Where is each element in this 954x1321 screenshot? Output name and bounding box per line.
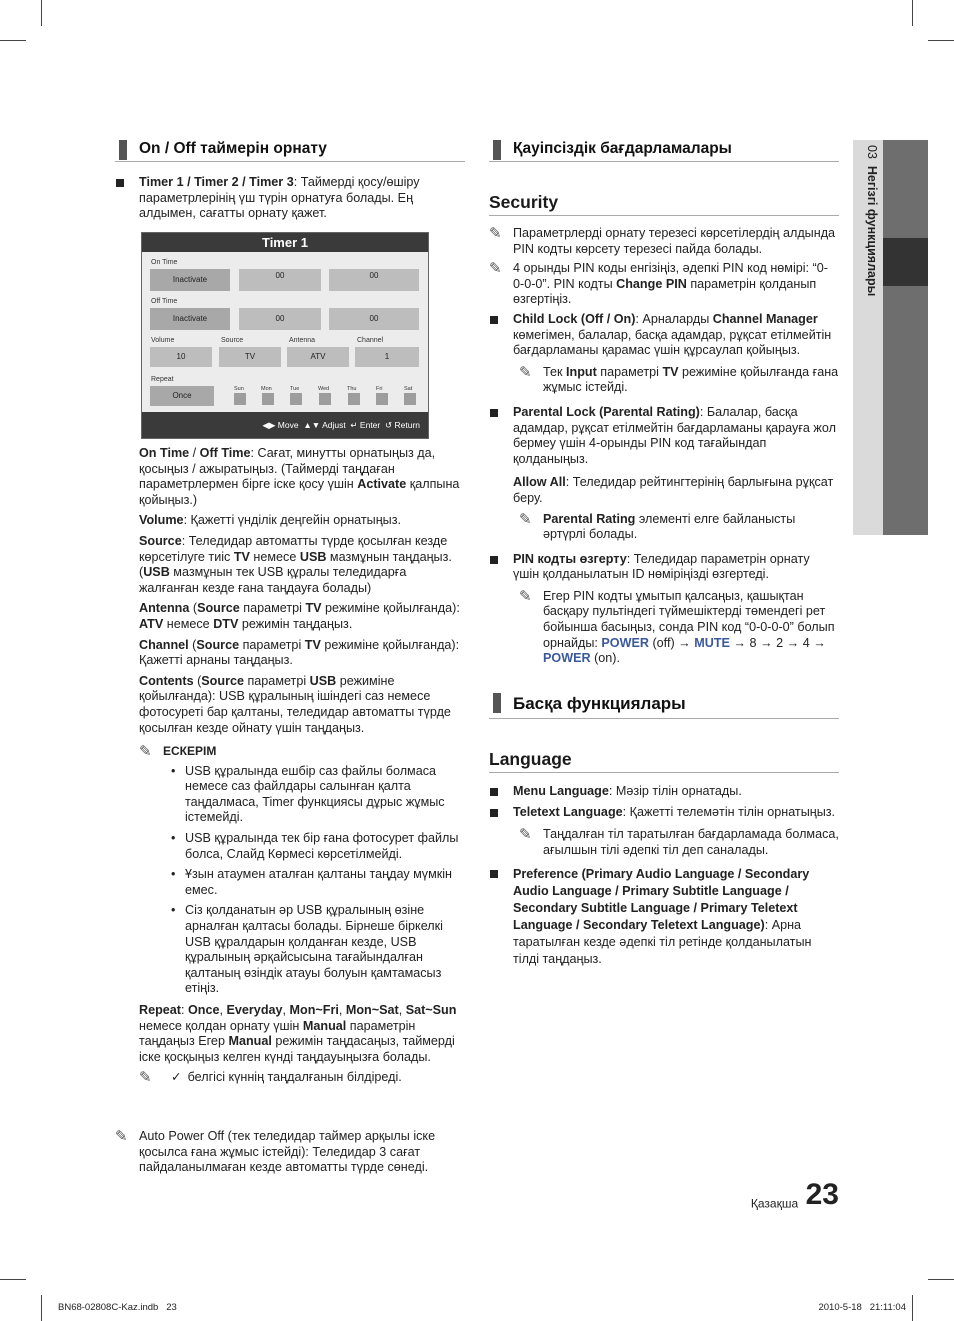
osd-footer: ◀▶ Move ▲▼ Adjust ↵ Enter ↺ Return [142,412,428,438]
repeat-desc: Repeat: Once, Everyday, Mon~Fri, Mon~Sat, Sat~Sun немесе қолдан орнату үшін Manual параметрін таңдаңыз Егер Manual режимін таңдасаңыз, таймерді іске қосқыңыз келген күнді таңдауыңызға болады. [139,1003,457,1064]
osd-on-hour[interactable]: 00 [239,269,321,291]
osd-day-checkbox[interactable] [348,393,360,405]
osd-day-mon: Mon [261,386,272,392]
chapter-label [857,145,879,535]
osd-source-value[interactable]: TV [219,347,281,367]
note-block [139,744,465,760]
timer-intro: Timer 1 / Timer 2 / Timer 3: Таймерді қосу/өшіру параметрлерінің үш түрін орнатуға болады. Ең алдымен, сағатты орнату қажет. [115,175,465,222]
return-icon: ↺ [384,420,393,430]
pin-default-note: ✎ 4 орынды PIN коды енгізіңіз, әдепкі PIN код нөмірі: “0-0-0-0”. PIN кодты Change PIN параметрін қолданып өзгертіңіз. [489,260,828,307]
channel-desc: Channel (Source параметрі TV режиміне қойылғанда): Қажетті арнаны таңдаңыз. [139,637,460,668]
osd-off-hour[interactable]: 00 [239,308,321,330]
enter-icon: ↵ [350,420,358,430]
crop-mark [928,40,954,41]
child-lock-note: ✎ Тек Input параметрі TV режиміне қойылғанда ғана жұмыс істейді. [519,363,839,395]
osd-off-time-label: Off Time [151,298,178,305]
osd-antenna-label: Antenna [289,337,316,344]
note-item: • USB құралында тек бір ғана фотосурет файлы болса, Слайд Көрмесі көрсетілмейді. [169,831,465,862]
check-note: ✎ ✓ белгісі күннің таңдалғанын білдіреді. [139,1069,402,1087]
menu-language-item: Menu Language: Мәзір тілін орнатады. [489,784,839,800]
chapter-number: 03 [865,145,879,159]
note-pencil-icon: ✎ [519,363,532,381]
osd-day-checkbox[interactable] [319,393,331,405]
note-pencil-icon: ✎ [519,587,532,605]
teletext-language-item: Teletext Language: Қажетті телемәтін тілін орнатыңыз. [489,805,839,821]
auto-power-note: ✎ Auto Power Off (тек теледидар таймер арқылы іске қосылса ғана жұмыс істейді): Теледидар 3 сағат пайдаланылмаған кезде автоматты түрде сөнеді. [115,1128,436,1175]
note-pencil-icon: ✎ [519,826,532,844]
right-column [489,138,839,974]
security-note: ✎ Параметрлерді орнату терезесі көрсетілердің алдында PIN кодты көрсету терезесі пайда болады. [489,225,836,256]
osd-day-sun: Sun [234,386,244,392]
osd-title: Timer 1 [142,233,428,252]
note-item: • USB құралында ешбір саз файлы болмаса немесе саз файлдары салынған қалта таңдалмаса, Timer функциясы дұрыс жұмыс істемейді. [169,764,465,826]
crop-mark [0,1279,26,1280]
osd-day-checkbox[interactable] [234,393,246,405]
osd-day-tue: Tue [290,386,300,392]
osd-day-fri: Fri [376,386,383,392]
osd-off-min[interactable]: 00 [329,308,419,330]
crop-mark [928,1279,954,1280]
crop-mark [0,40,26,41]
osd-volume-value[interactable]: 10 [150,347,212,367]
move-icon: ◀▶ [262,420,276,430]
osd-antenna-value[interactable]: ATV [287,347,349,367]
note-pencil-icon: ✎ [139,1069,152,1087]
change-pin-item: PIN кодты өзгерту: Теледидар параметрін орнату үшін қолданылатын ID нөміріңізді өзгертеді. [489,552,839,583]
forgot-pin-note: ✎ Егер PIN кодты ұмытып қалсаңыз, қашықтан басқару пультіндегі түймешіктерді төмендегі рет бойынша басыңыз, сонда PIN код “0-0-0-0” болып орнайды: POWER (off) → MUTE → 8 → 2 → 4 → POWER (on). [519,587,835,666]
note-item: • Ұзын атаумен аталған қалтаны таңдау мүмкін емес. [169,867,465,898]
note-title: ЕСКЕРІМ [163,744,217,759]
osd-on-time-state[interactable]: Inactivate [150,269,230,291]
source-desc: Source: Теледидар автоматты түрде қосылған кезде көрсетілуге тиіс TV немесе USB мазмұнын таңдаңыз. (USB мазмұнын тек USB құралы теледидарға жалғанған кезде ғана таңдауға болады) [139,533,452,595]
allow-all-desc: Allow All: Теледидар рейтингтерінің барлығына рұқсат беру. [513,475,834,505]
left-column [115,138,465,228]
osd-day-checkbox[interactable] [404,393,416,405]
left-column-body [139,446,465,1090]
parental-lock-item: Parental Lock (Parental Rating): Балалар, басқа адамдар, рұқсат етілмейтін бағдарламаны қарауға жол бермеу үшін 4-орынды PIN код тағайындап қолданыңыз. [489,405,839,467]
preference-item: Preference (Primary Audio Language / Secondary Audio Language / Primary Subtitle Language / Secondary Subtitle Language / Primary Teletext Language / Secondary Teletext Language): Арна таратылған кезде әдепкі тіл ретінде қолданылатын тілді таңдаңыз. [489,866,839,968]
osd-off-time-state[interactable]: Inactivate [150,308,230,330]
crop-mark [912,0,913,26]
chapter-title: Негізгі функциялары [865,165,879,297]
parental-rating-note: ✎ Parental Rating элементі елге байланысты әртүрлі болады. [519,510,796,542]
note-item: • Сіз қолданатын әр USB құралының өзіне арналған қалтасы болады. Бірнеше біркелкі USB құралдарын қолданған кезде, USB құралының әрқайсысына тағайындалған қалтаның өзіндік атауы болуын қамтамасыз етіңіз. [169,903,465,997]
timer-osd-screen [141,232,429,439]
chapter-bar [883,140,928,535]
language-heading: Language [489,747,839,773]
crop-mark [912,1295,913,1321]
crop-mark [41,0,42,26]
on-off-time-desc: On Time / Off Time: Сағат, минутты орнатыңыз да, қосыңыз / ажыратыңыз. (Таймерді таңдаған параметрлермен бірге іске қосу үшін Activate қалпына қойыңыз.) [139,446,460,507]
volume-desc: Volume: Қажетті үнділік деңгейін орнатыңыз. [139,513,402,528]
osd-repeat-value[interactable]: Once [150,386,214,406]
note-pencil-icon: ✎ [519,510,532,528]
osd-day-sat: Sat [404,386,413,392]
page-number: 23 [805,1178,839,1211]
note-pencil-icon: ✎ [489,225,502,242]
osd-day-wed: Wed [318,386,330,392]
osd-source-label: Source [221,337,244,344]
section-heading-security-programs: Қауіпсіздік бағдарламалары [489,138,839,162]
osd-day-thu: Thu [347,386,357,392]
osd-day-checkbox[interactable] [290,393,302,405]
osd-day-checkbox[interactable] [262,393,274,405]
osd-repeat-label: Repeat [151,376,174,383]
note-pencil-icon: ✎ [139,743,152,761]
adjust-icon: ▲▼ [303,420,321,430]
security-heading: Security [489,190,839,216]
footer-language: Қазақша [750,1196,799,1211]
page-footer [751,1178,839,1214]
section-heading-timer: On / Off таймерін орнату [115,138,465,162]
section-heading-other-functions: Басқа функциялары [489,691,839,719]
child-lock-item: Child Lock (Off / On): Арналарды Channel Manager көмегімен, балалар, басқа адамдар, рұқсат етілмейтін бағдарламаны қарамас үшін құрсаулап қойыңыз. [489,312,839,359]
teletext-note: ✎ Таңдалған тіл таратылған бағдарламада болмаса, ағылшын тілі әдепкі тіл деп саналады. [519,826,839,857]
osd-day-checkbox[interactable] [376,393,388,405]
crop-mark [41,1295,42,1321]
osd-channel-label: Channel [357,337,384,344]
note-pencil-icon: ✎ [115,1128,128,1145]
osd-channel-value[interactable]: 1 [355,347,419,367]
osd-volume-label: Volume [151,337,175,344]
antenna-desc: Antenna (Source параметрі TV режиміне қойылғанда): ATV немесе DTV режимін таңдаңыз. [139,601,460,631]
print-file-info: BN68-02808C-Kaz.indb 23 [58,1302,177,1313]
checkmark-icon: ✓ [171,1070,182,1085]
note-pencil-icon: ✎ [489,260,502,278]
chapter-bar-marker [883,238,928,286]
osd-on-min[interactable]: 00 [329,269,419,291]
contents-desc: Contents (Source параметрі USB режиміне қойылғанда): USB құралының ішіндегі саз немесе фотосуреті бар қалтаны, теледидар автоматты түрде қосылған кезде ойнату үшін таңдаңыз. [139,673,451,735]
osd-on-time-label: On Time [151,259,178,266]
print-date-info: 2010-5-18 21:11:04 [818,1302,906,1313]
